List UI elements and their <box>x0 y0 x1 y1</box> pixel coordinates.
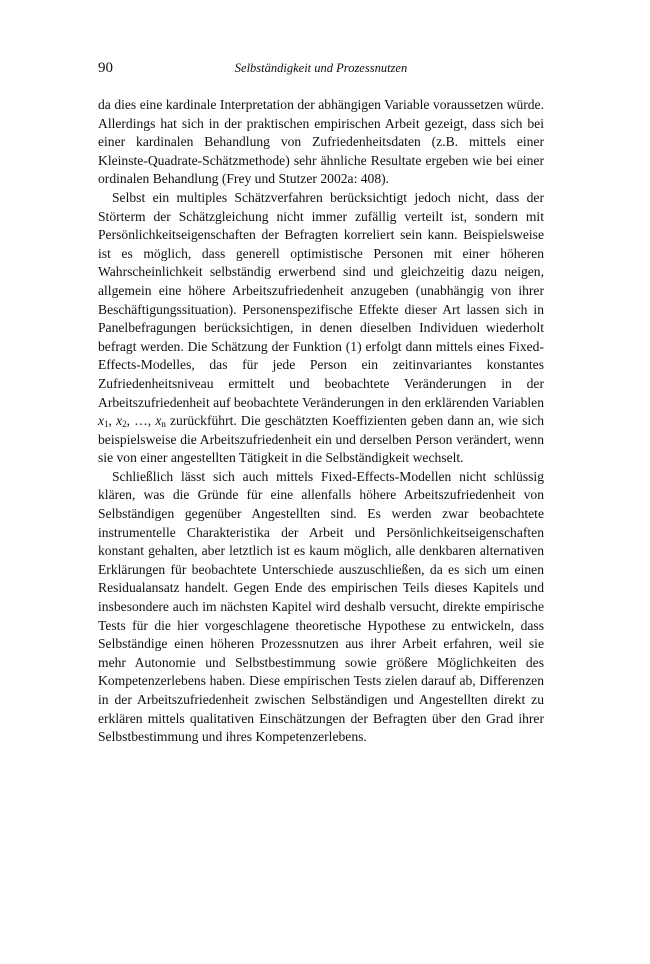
separator: , <box>108 413 117 429</box>
paragraph-3: Schließlich lässt sich auch mittels Fixed-Effects-Modellen nicht schlüssig klären, was die Gründe für eine allenfalls höhere Arbeitszufriedenheit von Selbständigen gegenüber Angestellten sind. Es werden zwar beobachtete instrumentelle Charakteristika der Arbeit und Persönlichkeitseigenschaften konstant gehalten, aber letztlich ist es kaum möglich, alle denkbaren alternativen Erklärungen für beobachtete Unterschiede auszuschließen, da es sich um einen Residualansatz handelt. Gegen Ende des empirischen Teils dieses Kapitels und insbesondere auch im nächsten Kapitel wird deshalb versucht, direkte empirische Tests für die hier vorgeschlagene theoretische Hypothese zu entwickeln, dass Selbständige einen höheren Prozessnutzen aus ihrer Arbeit erfahren, weil sie mehr Autonomie und Selbstbestimmung sowie größere Möglichkeiten des Kompetenzerlebens haben. Diese empirischen Tests zielen darauf ab, Differenzen in der Arbeitszufriedenheit zwischen Selbständigen und Angestellten direkt zu erklären mittels qualitativen Einschätzungen der Befragten über den Grad ihrer Selbstbestimmung und ihres Kompetenzerlebens. <box>98 468 544 745</box>
variable-x: x <box>155 413 162 429</box>
separator: , …, <box>126 413 156 429</box>
running-title: Selbständigkeit und Prozessnutzen <box>234 61 408 75</box>
paragraph-2-text-end: zurückführt. Die geschätzten Koeffizienten geben dann an, wie sich beispielsweise die Arbeitszufriedenheit ein und derselben Person verändert, wenn sie von einer angestellten Tätigkeit in die Selbständigkeit wechselt. <box>98 413 545 466</box>
page-header <box>98 58 544 78</box>
page-number: 90 <box>98 60 113 76</box>
body-text <box>98 96 544 747</box>
paragraph-2-text-start: Selbst ein multiples Schätzverfahren berücksichtigt jedoch nicht, dass der Störterm der Schätzgleichung nicht immer zufällig verteilt ist, sondern mit Persönlichkeitseigenschaften der Befragten korreliert sein kann. Beispielsweise ist es möglich, dass generell optimistische Personen mit einer höheren Wahrscheinlichkeit selbständig erwerbend sind und gleichzeitig dazu neigen, allgemein eine höhere Arbeitszufriedenheit anzugeben (unabhängig von ihrer Beschäftigungssituation). Personenspezifische Effekte dieser Art lassen sich in Panelbefragungen berücksichtigen, in denen dieselben Individuen wiederholt befragt werden. Die Schätzung der Funktion (1) erfolgt dann mittels eines Fixed-Effects-Modelles, das für jede Person ein zeitinvariantes konstantes Zufriedenheitsniveau ermittelt und beobachtete Veränderungen in der Arbeitszufriedenheit auf beobachtete Veränderungen in den erklärenden Variablen <box>98 189 545 410</box>
variable-x: x <box>98 413 105 429</box>
paragraph-1: da dies eine kardinale Interpretation der abhängigen Variable voraussetzen würde. Allerdings hat sich in der praktischen empirischen Arbeit gezeigt, dass sich bei einer kardinalen Behandlung von Zufriedenheitsdaten (z.B. mittels einer Kleinste-Quadrate-Schätzmethode) sehr ähnliche Resultate ergeben wie bei einer ordinalen Behandlung (Frey und Stutzer 2002a: 408). <box>98 97 544 187</box>
subscript: 1 <box>104 419 109 430</box>
subscript: 2 <box>122 419 127 430</box>
paragraph-2 <box>98 189 544 468</box>
variable-x: x <box>116 413 123 429</box>
subscript: n <box>161 419 166 430</box>
